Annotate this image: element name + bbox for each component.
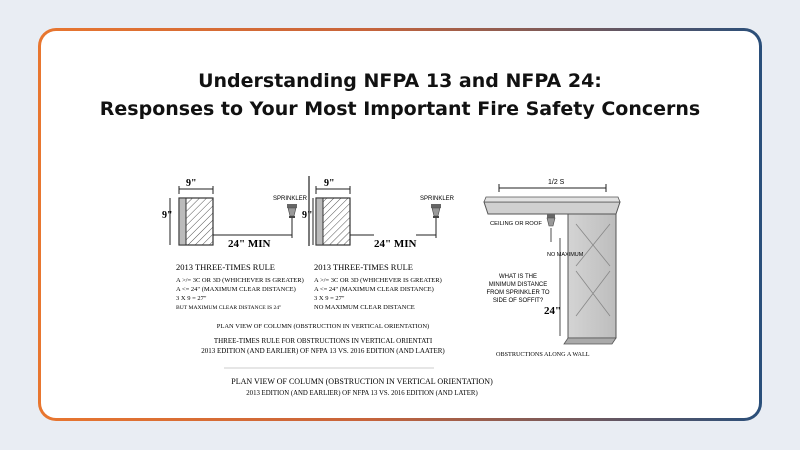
caption-small: PLAN VIEW OF COLUMN (OBSTRUCTION IN VERTICAL ORIENTATION) <box>216 323 430 330</box>
dim-top-left: 9" <box>186 178 197 189</box>
title-line-1: Understanding NFPA 13 and NFPA 24: <box>198 70 602 92</box>
title-line-2: Responses to Your Most Important Fire Safety Concerns <box>99 98 701 120</box>
panel-right <box>484 179 620 358</box>
sprinkler-label-left: SPRINKLER <box>273 196 308 202</box>
dim-min-mid: 24" MIN <box>374 238 417 250</box>
wall-caption: OBSTRUCTIONS ALONG A WALL <box>496 351 590 358</box>
dim-side-left: 9" <box>162 210 173 221</box>
rule-title-left: 2013 THREE-TIMES RULE <box>176 262 276 272</box>
panel-left <box>162 178 308 311</box>
question-line-2: MINIMUM DISTANCE <box>488 282 548 288</box>
rule-line3-mid: 3 X 9 = 27" <box>314 295 345 302</box>
sprinkler-icon <box>287 204 297 218</box>
question-line-4: SIDE OF SOFFIT? <box>492 298 544 304</box>
question-line-1: WHAT IS THE <box>498 274 538 280</box>
sprinkler-icon <box>431 204 441 218</box>
no-max-label: NO MAXIMUM <box>547 252 584 258</box>
rule-line2-left: A <= 24" (MAXIMUM CLEAR DISTANCE) <box>176 286 296 293</box>
dim-top-right: 1/2 S <box>548 179 565 186</box>
sprinkler-label-mid: SPRINKLER <box>420 196 455 202</box>
rule-line1-left: A >/= 3C OR 3D (WHICHEVER IS GREATER) <box>176 277 304 284</box>
dim-side-mid: 9" <box>302 210 313 221</box>
caption-large-2: 2013 EDITION (AND EARLIER) OF NFPA 13 VS. 2016 EDITION (AND LATER) <box>246 390 478 397</box>
panel-middle <box>302 178 455 311</box>
caption-mid-1: THREE-TIMES RULE FOR OBSTRUCTIONS IN VERTICAL ORIENTATI <box>213 337 433 345</box>
nfpa-diagram <box>124 146 644 404</box>
caption-mid-2: 2013 EDITION (AND EARLIER) OF NFPA 13 VS. 2016 EDITION (AND LAATER) <box>201 347 445 355</box>
column-left <box>170 186 213 245</box>
rule-line3-left: 3 X 9 = 27" <box>176 295 207 302</box>
dim-top-mid: 9" <box>324 178 335 189</box>
caption-large-1: PLAN VIEW OF COLUMN (OBSTRUCTION IN VERTICAL ORIENTATION) <box>231 377 493 386</box>
dim-height-right: 24" <box>544 305 562 317</box>
rule-line4-left: BUT MAXIMUM CLEAR DISTANCE IS 24" <box>176 305 282 311</box>
sprinkler-icon <box>547 214 555 226</box>
question-line-3: FROM SPRINKLER TO <box>486 290 550 296</box>
rule-title-mid: 2013 THREE-TIMES RULE <box>314 262 414 272</box>
column-middle <box>313 186 350 245</box>
dim-min-left: 24" MIN <box>228 238 271 250</box>
page-title <box>41 67 759 123</box>
rule-line1-mid: A >/= 3C OR 3D (WHICHEVER IS GREATER) <box>314 277 442 284</box>
rule-line4-mid: NO MAXIMUM CLEAR DISTANCE <box>314 304 415 311</box>
rule-line2-mid: A <= 24" (MAXIMUM CLEAR DISTANCE) <box>314 286 434 293</box>
ceiling-label: CEILING OR ROOF <box>490 221 542 227</box>
